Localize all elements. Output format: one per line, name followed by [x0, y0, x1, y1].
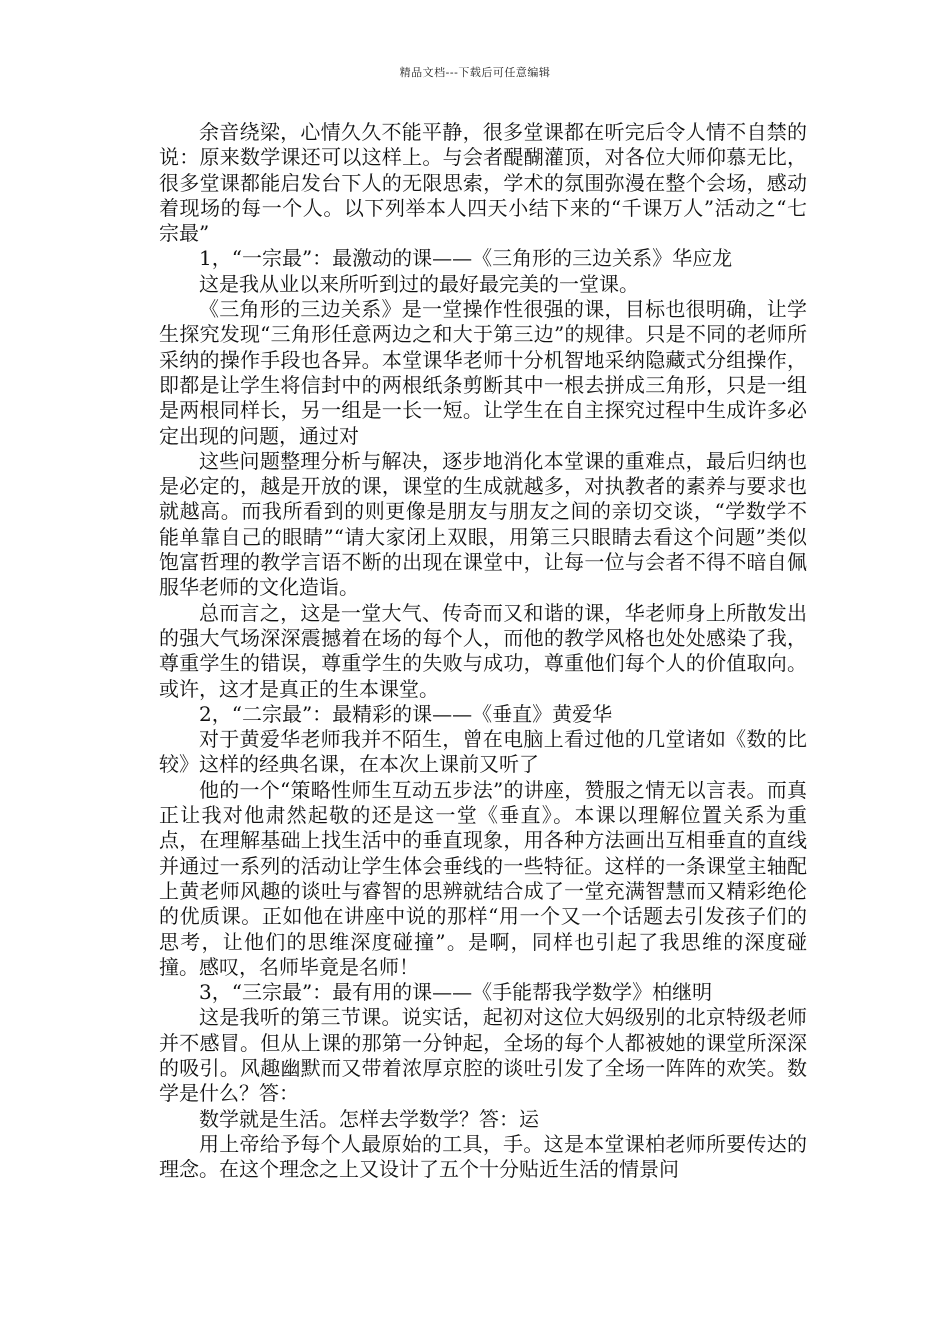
page-header: 精品文档---下载后可任意编辑 [399, 66, 551, 79]
paragraph: 数学就是生活。怎样去学数学？答：运 [199, 1106, 539, 1131]
section-heading-2: 2，“二宗最”：最精彩的课——《垂直》黄爱华 [199, 701, 613, 726]
paragraph: 《三角形的三边关系》是一堂操作性很强的课，目标也很明确，让学生探究发现“三角形任意两边之和大于第三边”的规律。只是不同的老师所采纳的操作手段也各异。本堂课华老师十分机智地采纳隐藏式分组操作，即都是让学生将信封中的两根纸条剪断其中一根去拼成三角形，只是一组是两根同样长，另一组是一长一短。让学生在自主探究过程中生成许多必定出现的问题，通过对 [159, 297, 807, 448]
section-heading-3: 3，“三宗最”：最有用的课——《手能帮我学数学》柏继明 [199, 980, 713, 1005]
paragraph-intro: 余音绕梁，心情久久不能平静，很多堂课都在听完后令人情不自禁的说：原来数学课还可以这样上。与会者醍醐灌顶，对各位大师仰慕无比，很多堂课都能启发台下人的无限思索，学术的氛围弥漫在整个会场，感动着现场的每一个人。以下列举本人四天小结下来的“千课万人”活动之“七宗最” [159, 120, 807, 246]
paragraph: 这些问题整理分析与解决，逐步地消化本堂课的重难点，最后归纳也是必定的，越是开放的课，课堂的生成就越多，对执教者的素养与要求也就越高。而我所看到的则更像是朋友与朋友之间的亲切交谈，“学数学不能单靠自己的眼睛”“请大家闭上双眼，用第三只眼睛去看这个问题”类似饱富哲理的教学言语不断的出现在课堂中，让每一位与会者不得不暗自佩服华老师的文化造诣。 [159, 448, 807, 600]
paragraph: 这是我听的第三节课。说实话，起初对这位大妈级别的北京特级老师并不感冒。但从上课的那第一分钟起，全场的每个人都被她的课堂所深深的吸引。风趣幽默而又带着浓厚京腔的谈吐引发了全场一阵阵的欢笑。数学是什么？答： [159, 1005, 807, 1106]
paragraph: 对于黄爱华老师我并不陌生，曾在电脑上看过他的几堂诸如《数的比较》这样的经典名课，在本次上课前又听了 [159, 727, 807, 777]
paragraph: 总而言之，这是一堂大气、传奇而又和谐的课，华老师身上所散发出的强大气场深深震撼着在场的每个人，而他的教学风格也处处感染了我，尊重学生的错误，尊重学生的失败与成功，尊重他们每个人的价值取向。或许，这才是真正的生本课堂。 [159, 600, 807, 701]
paragraph: 这是我从业以来所听到过的最好最完美的一堂课。 [199, 271, 639, 296]
paragraph: 他的一个“策略性师生互动五步法”的讲座，赞服之情无以言表。而真正让我对他肃然起敬的还是这一堂《垂直》。本课以理解位置关系为重点，在理解基础上找生活中的垂直现象，用各种方法画出互相垂直的直线并通过一系列的活动让学生体会垂线的一些特征。这样的一条课堂主轴配上黄老师风趣的谈吐与睿智的思辨就结合成了一堂充满智慧而又精彩绝伦的优质课。正如他在讲座中说的那样“用一个又一个话题去引发孩子们的思考，让他们的思维深度碰撞”。是啊，同样也引起了我思维的深度碰撞。感叹，名师毕竟是名师！ [159, 777, 807, 979]
section-heading-1: 1，“一宗最”：最激动的课——《三角形的三边关系》华应龙 [199, 246, 733, 271]
document-body [159, 120, 807, 1182]
paragraph: 用上帝给予每个人最原始的工具，手。这是本堂课柏老师所要传达的理念。在这个理念之上又设计了五个十分贴近生活的情景问 [159, 1131, 807, 1182]
